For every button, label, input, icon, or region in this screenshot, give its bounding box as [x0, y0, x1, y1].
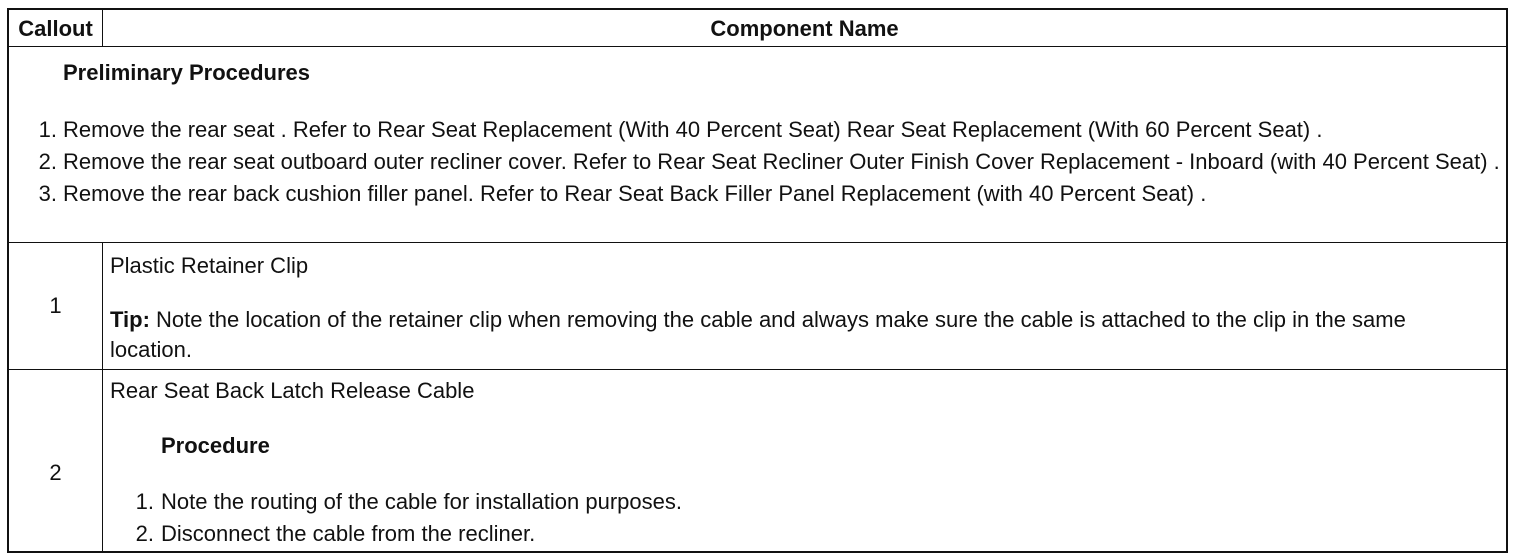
preliminary-procedures-title: Preliminary Procedures [63, 60, 311, 85]
component-name: Rear Seat Back Latch Release Cable [110, 378, 475, 403]
list-item [110, 486, 1486, 518]
tip-text: Note the location of the retainer clip when removing the cable and always make sure the cable is attached to the clip in the same location. [110, 307, 1406, 362]
step-number: 3. [38, 181, 57, 206]
list-item [9, 179, 1506, 208]
step-number: 1. [38, 117, 57, 142]
step-text: Remove the rear back cushion filler panel. Refer to Rear Seat Back Filler Panel Replacement (with 40 Percent Seat) . [63, 181, 1207, 206]
step-text: Remove the rear seat outboard outer recliner cover. Refer to Rear Seat Recliner Outer Finish Cover Replacement - Inboard (with 40 Percent Seat) . [63, 149, 1500, 174]
step-number: 2. [135, 521, 154, 546]
step-number: 1. [135, 489, 154, 514]
list-item [9, 147, 1506, 176]
table-row [9, 243, 1506, 370]
step-text: Remove the rear seat . Refer to Rear Seat Replacement (With 40 Percent Seat) Rear Seat Replacement (With 60 Percent Seat) . [63, 117, 1323, 142]
preliminary-steps-list [9, 115, 1506, 211]
preliminary-procedures-row [9, 47, 1506, 243]
component-table [7, 8, 1508, 553]
procedure-steps-list [110, 486, 1486, 550]
callout-number: 2 [49, 460, 62, 485]
callout-cell [9, 243, 103, 369]
list-item [9, 115, 1506, 144]
tip-label: Tip: [110, 307, 150, 332]
list-item [110, 518, 1486, 550]
step-text: Note the routing of the cable for installation purposes. [161, 489, 682, 514]
table-row [9, 370, 1506, 551]
tip-note [110, 305, 1486, 365]
step-number: 2. [38, 149, 57, 174]
step-text: Disconnect the cable from the recliner. [161, 521, 536, 546]
procedure-title: Procedure [161, 433, 270, 458]
table-header-row [9, 10, 1506, 47]
callout-number: 1 [49, 293, 62, 318]
callout-cell [9, 370, 103, 551]
header-callout: Callout [9, 10, 103, 47]
header-component-name: Component Name [710, 16, 899, 41]
component-name: Plastic Retainer Clip [110, 253, 309, 278]
